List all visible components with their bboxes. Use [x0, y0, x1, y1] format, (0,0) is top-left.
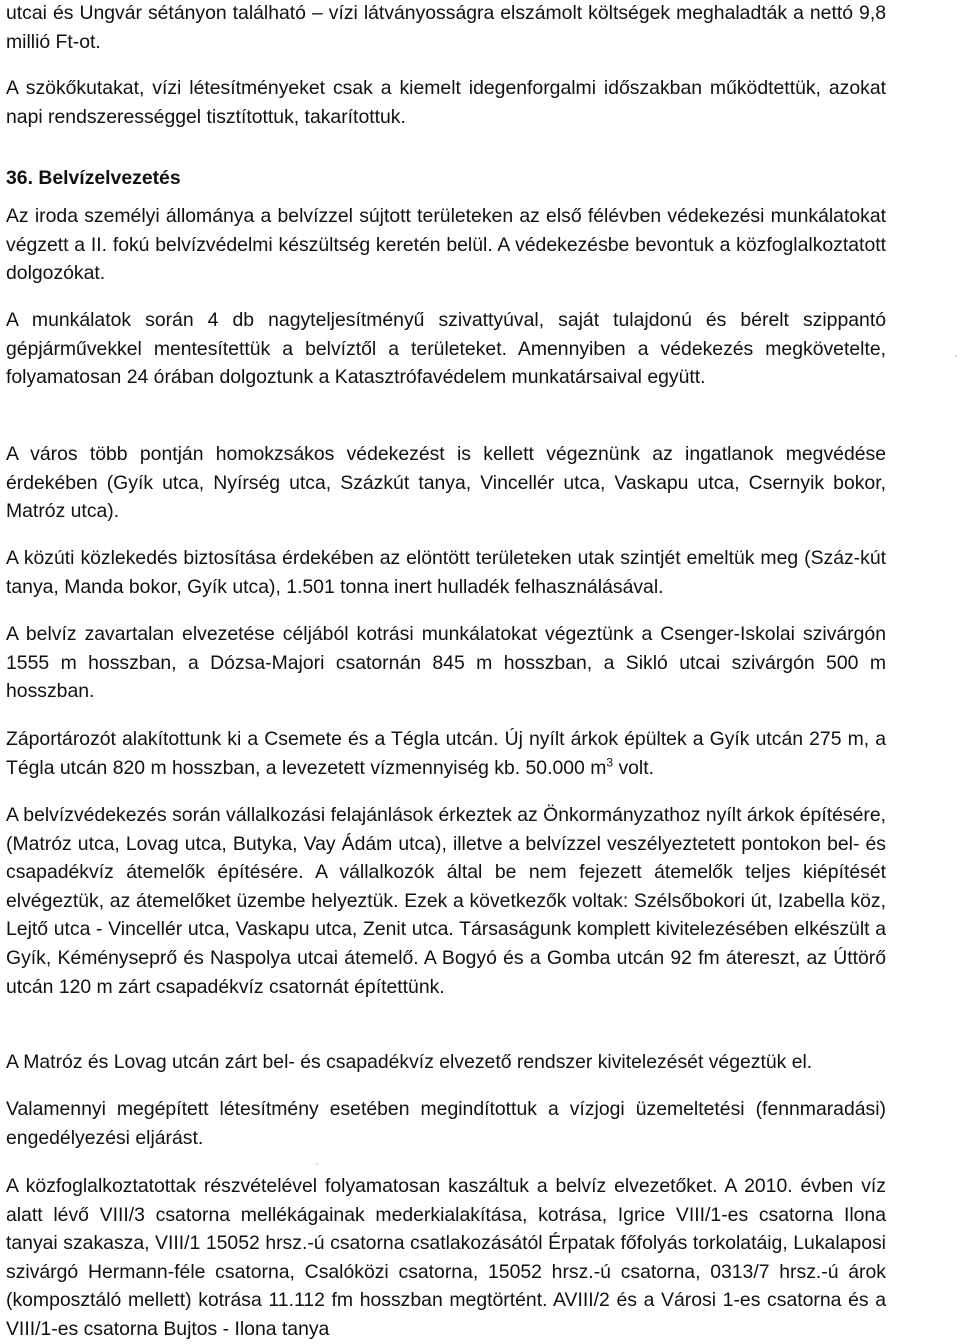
paragraph-10: A közfoglalkoztatottak részvételével folyamatosan kaszáltuk a belvíz elvezetőket. A 2010. évben víz alatt lévő VIII/3 csatorna mellékágainak mederkialakítása, kotrása, Igrice VIII/1-es csatorna Ilona tanyai szakasza, VIII/1 15052 hrsz.-ú csatorna csatlakozásától Érpatak főfolyás torkolatáig, Lukalaposi szivárgó Hermann-féle csatorna, Csalóközi csatorna, 15052 hrsz.-ú csatorna, 0313/7 hrsz.-ú árok (komposztáló mellett) kotrása 11.112 fm hosszban megtörtént. AVIII/2 és a Városi 1-es csatorna és a VIII/1-es csatorna Bujtos - Ilona tanya [6, 1175, 886, 1340]
paragraph-1: Az iroda személyi állománya a belvízzel sújtott területeken az első félévben védekezési munkálatokat végzett a II. fokú belvízvédelmi készültség keretén belül. A védekezésbe bevontuk a közfoglalkoztatott dolgozókat. [6, 205, 886, 285]
scan-speck [316, 1163, 318, 1165]
paragraph-8: A Matróz és Lovag utcán zárt bel- és csapadékvíz elvezető rendszer kivitelezését végeztük el. [6, 1051, 813, 1073]
paragraph-6-text: Záportározót alakítottunk ki a Csemete és a Tégla utcán. Új nyílt árkok épültek a Gyík utcán 275 m, a Tégla utcán 820 m hosszban, a levezetett vízmennyiség kb. 50.000 m [6, 728, 886, 779]
paragraph-7: A belvízvédekezés során vállalkozási felajánlások érkeztek az Önkormányzathoz nyílt árkok építésére, (Matróz utca, Lovag utca, Butyka, Vay Ádám utca), illetve a belvízzel veszélyeztetett pontokon bel- és csapadékvíz átemelők építésére. A vállalkozók által be nem fejezett átemelők teljes kiépítését elvégeztük, az átemelőket üzembe helyeztük. Ezek a következők voltak: Szélsőbokori út, Izabella köz, Lejtő utca - Vincellér utca, Vaskapu utca, Zenit utca. Társaságunk komplett kivitelezésében elkészült a Gyík, Kéményseprő és Naspolya utcai átemelő. A Bogyó és a Gomba utcán 92 fm átereszt, az Úttörő utcán 120 m zárt csapadékvíz csatornát építettünk. [6, 804, 886, 998]
scan-speck [955, 355, 957, 357]
paragraph-3: A város több pontján homokzsákos védekezést is kellett végeznünk az ingatlanok megvédése érdekében (Gyík utca, Nyírség utca, Százkút tanya, Vincellér utca, Vaskapu utca, Csernyik bokor, Matróz utca). [6, 443, 886, 523]
section-heading: 36. Belvízelvezetés [6, 167, 181, 189]
paragraph-intro-1: utcai és Ungvár sétányon található – vízi látványosságra elszámolt költségek meghaladták a nettó 9,8 millió Ft-ot. [6, 2, 886, 53]
paragraph-intro-2: A szökőkutakat, vízi létesítményeket csak a kiemelt idegenforgalmi időszakban működtettük, azokat napi rendszerességgel tisztítottuk, takarítottuk. [6, 77, 886, 128]
paragraph-6-superscript: 3 [606, 755, 614, 770]
paragraph-4: A közúti közlekedés biztosítása érdekében az elöntött területeken utak szintjét emeltük meg (Száz-kút tanya, Manda bokor, Gyík utca), 1.501 tonna inert hulladék felhasználásával. [6, 547, 886, 598]
paragraph-2: A munkálatok során 4 db nagyteljesítményű szivattyúval, saját tulajdonú és bérelt szippantó gépjárművekkel mentesítettük a belvíztől a területeket. Amennyiben a védekezés megkövetelte, folyamatosan 24 órában dolgoztunk a Katasztrófavédelem munkatársaival együtt. [6, 309, 886, 389]
paragraph-6 [6, 725, 886, 782]
paragraph-5: A belvíz zavartalan elvezetése céljából kotrási munkálatokat végeztünk a Csenger-Iskolai szivárgón 1555 m hosszban, a Dózsa-Majori csatornán 845 m hosszban, a Sikló utcai szivárgón 500 m hosszban. [6, 623, 886, 703]
paragraph-6-end: volt. [613, 756, 655, 779]
paragraph-9: Valamennyi megépített létesítmény esetében megindítottuk a vízjogi üzemeltetési (fennmaradási) engedélyezési eljárást. [6, 1098, 886, 1149]
